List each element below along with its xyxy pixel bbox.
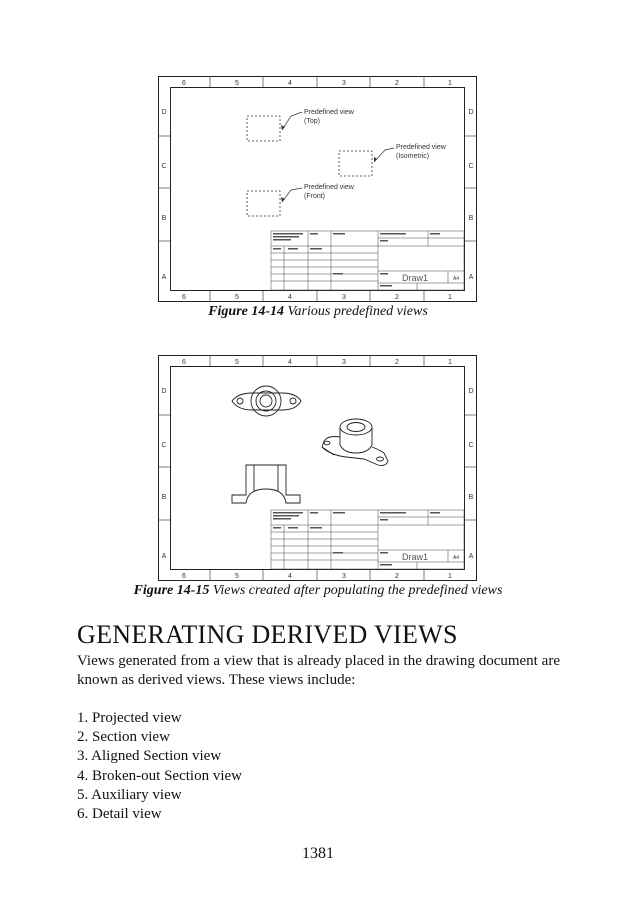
col-label: 5 <box>235 80 239 87</box>
col-label: 2 <box>395 359 399 366</box>
callout-top-line1: Predefined view <box>304 109 354 116</box>
col-label: 2 <box>395 573 399 580</box>
col-label: 3 <box>342 80 346 87</box>
col-label: 6 <box>182 359 186 366</box>
row-label: C <box>468 442 474 449</box>
col-label: 3 <box>342 573 346 580</box>
sheet-size: A4 <box>452 276 460 282</box>
row-label: A <box>468 274 474 281</box>
row-label: B <box>161 494 167 501</box>
col-label: 6 <box>182 80 186 87</box>
drawing-sheet-1 <box>158 76 477 302</box>
row-label: D <box>161 388 167 395</box>
figure-caption-text: Views created after populating the predefined views <box>209 583 503 598</box>
col-label: 5 <box>235 573 239 580</box>
list-item: 2. Section view <box>77 729 170 746</box>
col-label: 3 <box>342 359 346 366</box>
list-item: 3. Aligned Section view <box>77 748 222 765</box>
row-label: C <box>468 163 474 170</box>
col-label: 1 <box>448 359 452 366</box>
col-label: 3 <box>342 294 346 301</box>
figure-populated-views <box>158 355 477 581</box>
col-label: 1 <box>448 80 452 87</box>
col-label: 2 <box>395 294 399 301</box>
page-number: 1381 <box>302 845 334 862</box>
list-item: 5. Auxiliary view <box>77 786 182 803</box>
figure-caption-2 <box>0 583 636 599</box>
drawing-sheet-2 <box>158 355 477 581</box>
callout-top-line2: (Top) <box>304 118 320 125</box>
col-label: 5 <box>235 294 239 301</box>
title-block-name: Draw1 <box>401 273 429 283</box>
row-label: A <box>161 553 167 560</box>
sheet-size: A4 <box>452 555 460 561</box>
figure-caption-1 <box>0 304 636 320</box>
list-item: 1. Projected view <box>77 710 182 726</box>
row-label: B <box>161 215 167 222</box>
col-label: 5 <box>235 359 239 366</box>
col-label: 6 <box>182 294 186 301</box>
figure-number: Figure 14-15 <box>133 583 210 598</box>
col-label: 4 <box>288 359 292 366</box>
col-label: 2 <box>395 80 399 87</box>
callout-front-line1: Predefined view <box>304 184 354 191</box>
col-label: 1 <box>448 573 452 580</box>
col-label: 4 <box>288 573 292 580</box>
col-label: 6 <box>182 573 186 580</box>
section-heading: GENERATING DERIVED VIEWS <box>77 620 458 649</box>
figure-caption-text: Various predefined views <box>284 304 428 319</box>
col-label: 4 <box>288 80 292 87</box>
row-label: B <box>468 494 474 501</box>
col-label: 4 <box>288 294 292 301</box>
list-item: 6. Detail view <box>77 806 162 823</box>
row-label: A <box>468 553 474 560</box>
figure-number: Figure 14-14 <box>208 304 285 319</box>
callout-isometric-line1: Predefined view <box>396 144 446 151</box>
row-label: D <box>468 388 474 395</box>
figure-predefined-views <box>158 76 477 302</box>
derived-views-list <box>77 709 242 824</box>
title-block-name: Draw1 <box>401 552 429 562</box>
section-paragraph: Views generated from a view that is already placed in the drawing document are known as derived views. These views include: <box>77 653 560 688</box>
row-label: D <box>161 109 167 116</box>
row-label: B <box>468 215 474 222</box>
callout-front-line2: (Front) <box>304 193 325 200</box>
row-label: D <box>468 109 474 116</box>
col-label: 1 <box>448 294 452 301</box>
row-label: C <box>161 163 167 170</box>
row-label: A <box>161 274 167 281</box>
list-item: 4. Broken-out Section view <box>77 767 242 784</box>
callout-isometric-line2: (Isometric) <box>396 153 430 160</box>
row-label: C <box>161 442 167 449</box>
